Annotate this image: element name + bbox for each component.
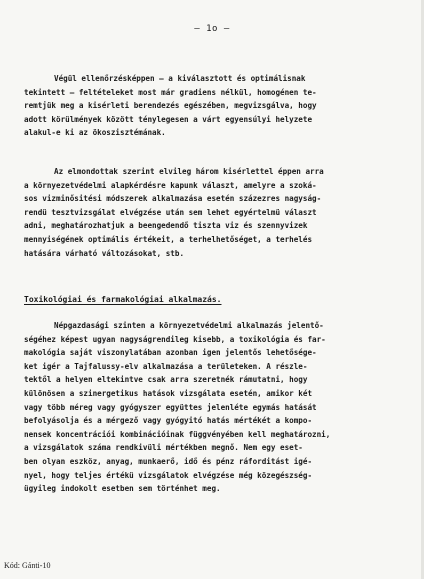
text-line: tektől a helyen eltekintve csak arra szeretnék rámutatni, hogy (24, 375, 308, 385)
text-line: adni, meghatározhatjuk a beengedendő tiszta viz és szennyvizek (24, 221, 308, 231)
text-line: Népgazdasági szinten a környezetvédelmi alkalmazás jelentő- (54, 321, 324, 330)
footer-code: Kód: Gánti-10 (4, 561, 51, 570)
text-line: adott körülmények között ténylegesen a várt egyensúlyi helyzete (24, 114, 313, 124)
text-line: vagy több méreg vagy gyógyszer együttes jelenléte egymás hatását (24, 402, 317, 412)
text-line: hatására várható változásokat, stb. (24, 248, 185, 258)
text-line: Végül ellenőrzésképpen – a kiválasztott és optimálisnak (54, 74, 306, 83)
text-line: nensek koncentrációi kombinációinak függvényében kell meghatározni, (24, 429, 331, 439)
section-heading: Toxikológiai és farmakológiai alkalmazás. (24, 295, 222, 304)
text-line: a környezetvédelmi alapkérdésre kapunk választ, amelyre a szoká- (24, 180, 317, 190)
text-line: rendü tesztvizsgálat elvégzése után sem lehet egyértelmü választ (24, 207, 317, 217)
text-line: sos vizminősitési módszerek alkalmazása esetén százezres nagyság- (24, 194, 322, 204)
paragraph-3 (24, 319, 410, 496)
text-line: remtjük meg a kisérleti berendezés egészében, megvizsgálva, hogy (24, 101, 317, 111)
text-line: alakul-e ki az ökoszisztémának. (24, 128, 166, 138)
text-line: befolyásolja és a mérgező vagy gyógyitó hatás mértékét a kompo- (24, 416, 313, 426)
paragraph-2 (24, 165, 410, 260)
text-line: ségéhez képest ugyan nagyságrendileg kisebb, a toxikológia és far- (24, 334, 326, 344)
text-line: tekintett – feltételeket most már gradiens nélkül, homogénen te- (24, 87, 317, 97)
text-line: ben olyan eszköz, anyag, munkaerő, idő és pénz ráforditást igé- (24, 456, 313, 466)
text-line: különösen a szinergetikus hatások vizsgálata esetén, amikor két (24, 388, 313, 398)
text-line: Az elmondottak szerint elvileg három kisérlettel éppen arra (54, 167, 324, 176)
text-line: mennyiségének optimális értékeit, a terhelhetőséget, a terhelés (24, 234, 313, 244)
text-line: ügyileg indokolt esetben sem történhet meg. (24, 484, 221, 494)
text-line: makológia saját viszonylatában azonban igen jelentős lehetősége- (24, 348, 317, 358)
text-line: a vizsgálatok száma rendkivüli mértékben megnő. Nem egy eset- (24, 443, 303, 453)
page-number: – 1o – (194, 24, 230, 34)
paragraph-1 (24, 72, 410, 140)
text-line: nyel, hogy teljes értékü vizsgálatok elvégzése még közegészség- (24, 470, 313, 480)
text-line: ket igér a Tajfalussy-elv alkalmazása a területeken. A részle- (24, 361, 308, 371)
